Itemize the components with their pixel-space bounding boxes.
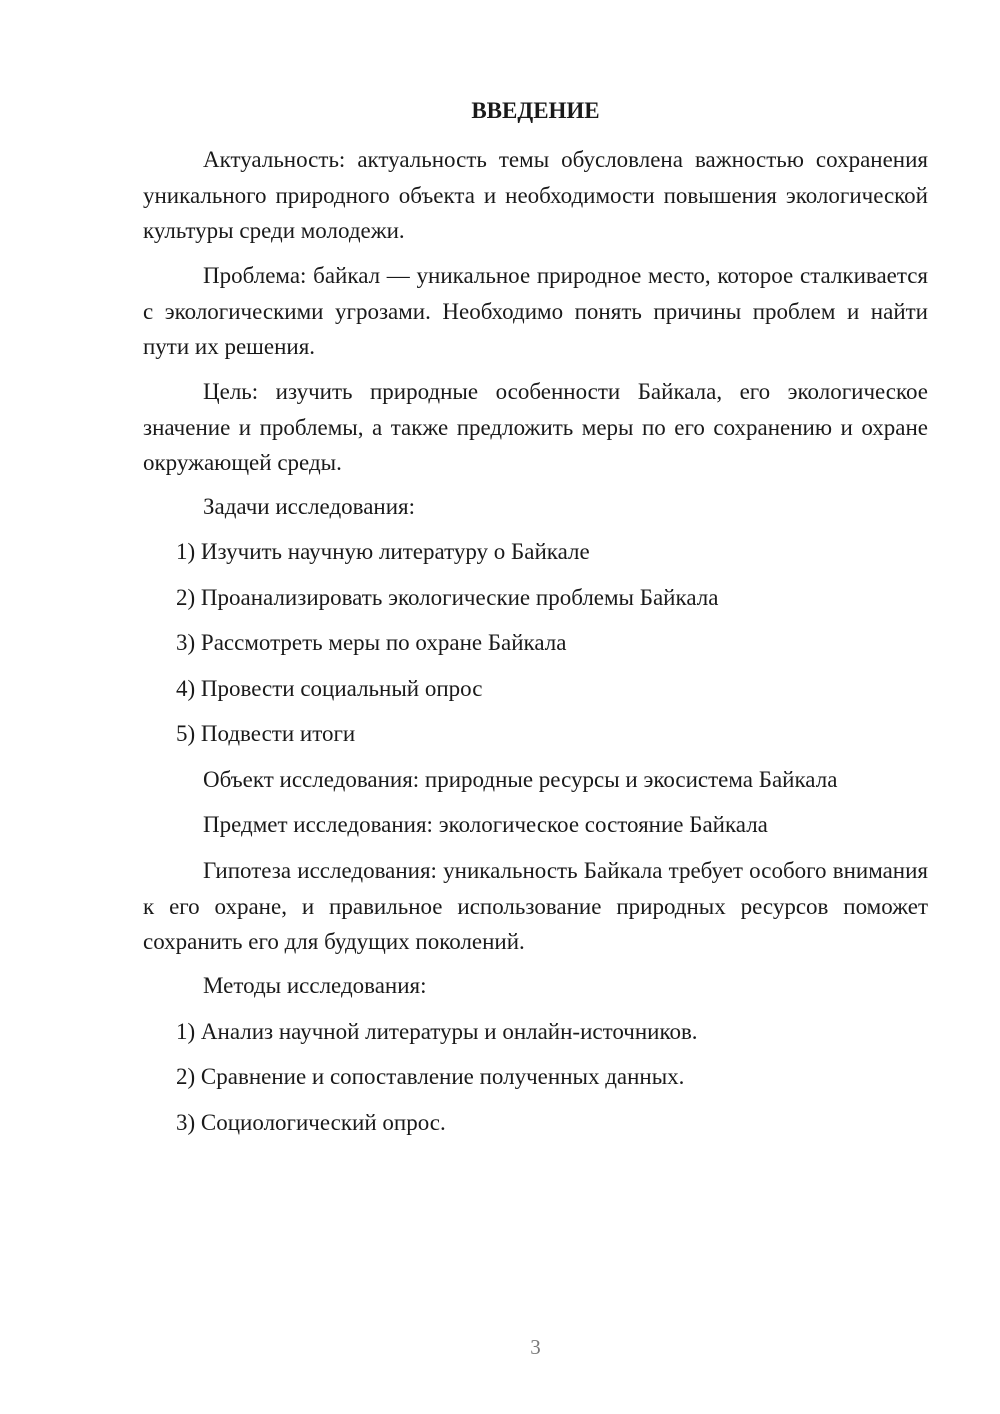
task-item: 1) Изучить научную литературу о Байкале: [176, 539, 590, 564]
methods-heading: Методы исследования:: [203, 973, 427, 998]
hypothesis-paragraph: Гипотеза исследования: уникальность Байкала требует особого внимания к его охране, и правильное использование природных ресурсов поможет сохранить его для будущих поколений.: [143, 858, 928, 954]
tasks-heading: Задачи исследования:: [203, 494, 416, 519]
object-line: Объект исследования: природные ресурсы и экосистема Байкала: [203, 767, 838, 792]
method-item: 3) Социологический опрос.: [176, 1110, 446, 1135]
subject-line: Предмет исследования: экологическое состояние Байкала: [203, 812, 768, 837]
goal-paragraph: Цель: изучить природные особенности Байкала, его экологическое значение и проблемы, а также предложить меры по его сохранению и охране окружающей среды.: [143, 379, 928, 475]
method-item: 1) Анализ научной литературы и онлайн-источников.: [176, 1019, 698, 1044]
task-item: 4) Провести социальный опрос: [176, 676, 483, 701]
document-page: [143, 0, 928, 1414]
relevance-paragraph: Актуальность: актуальность темы обусловлена важностью сохранения уникального природного объекта и необходимости повышения экологической культуры среди молодежи.: [143, 147, 928, 243]
section-title: ВВЕДЕНИЕ: [471, 98, 600, 123]
task-item: 2) Проанализировать экологические проблемы Байкала: [176, 585, 719, 610]
page-number: 3: [530, 1335, 541, 1359]
task-item: 3) Рассмотреть меры по охране Байкала: [176, 630, 567, 655]
method-item: 2) Сравнение и сопоставление полученных данных.: [176, 1064, 685, 1089]
task-item: 5) Подвести итоги: [176, 721, 356, 746]
problem-paragraph: Проблема: байкал — уникальное природное место, которое сталкивается с экологическими угрозами. Необходимо понять причины проблем и найти пути их решения.: [143, 263, 928, 359]
